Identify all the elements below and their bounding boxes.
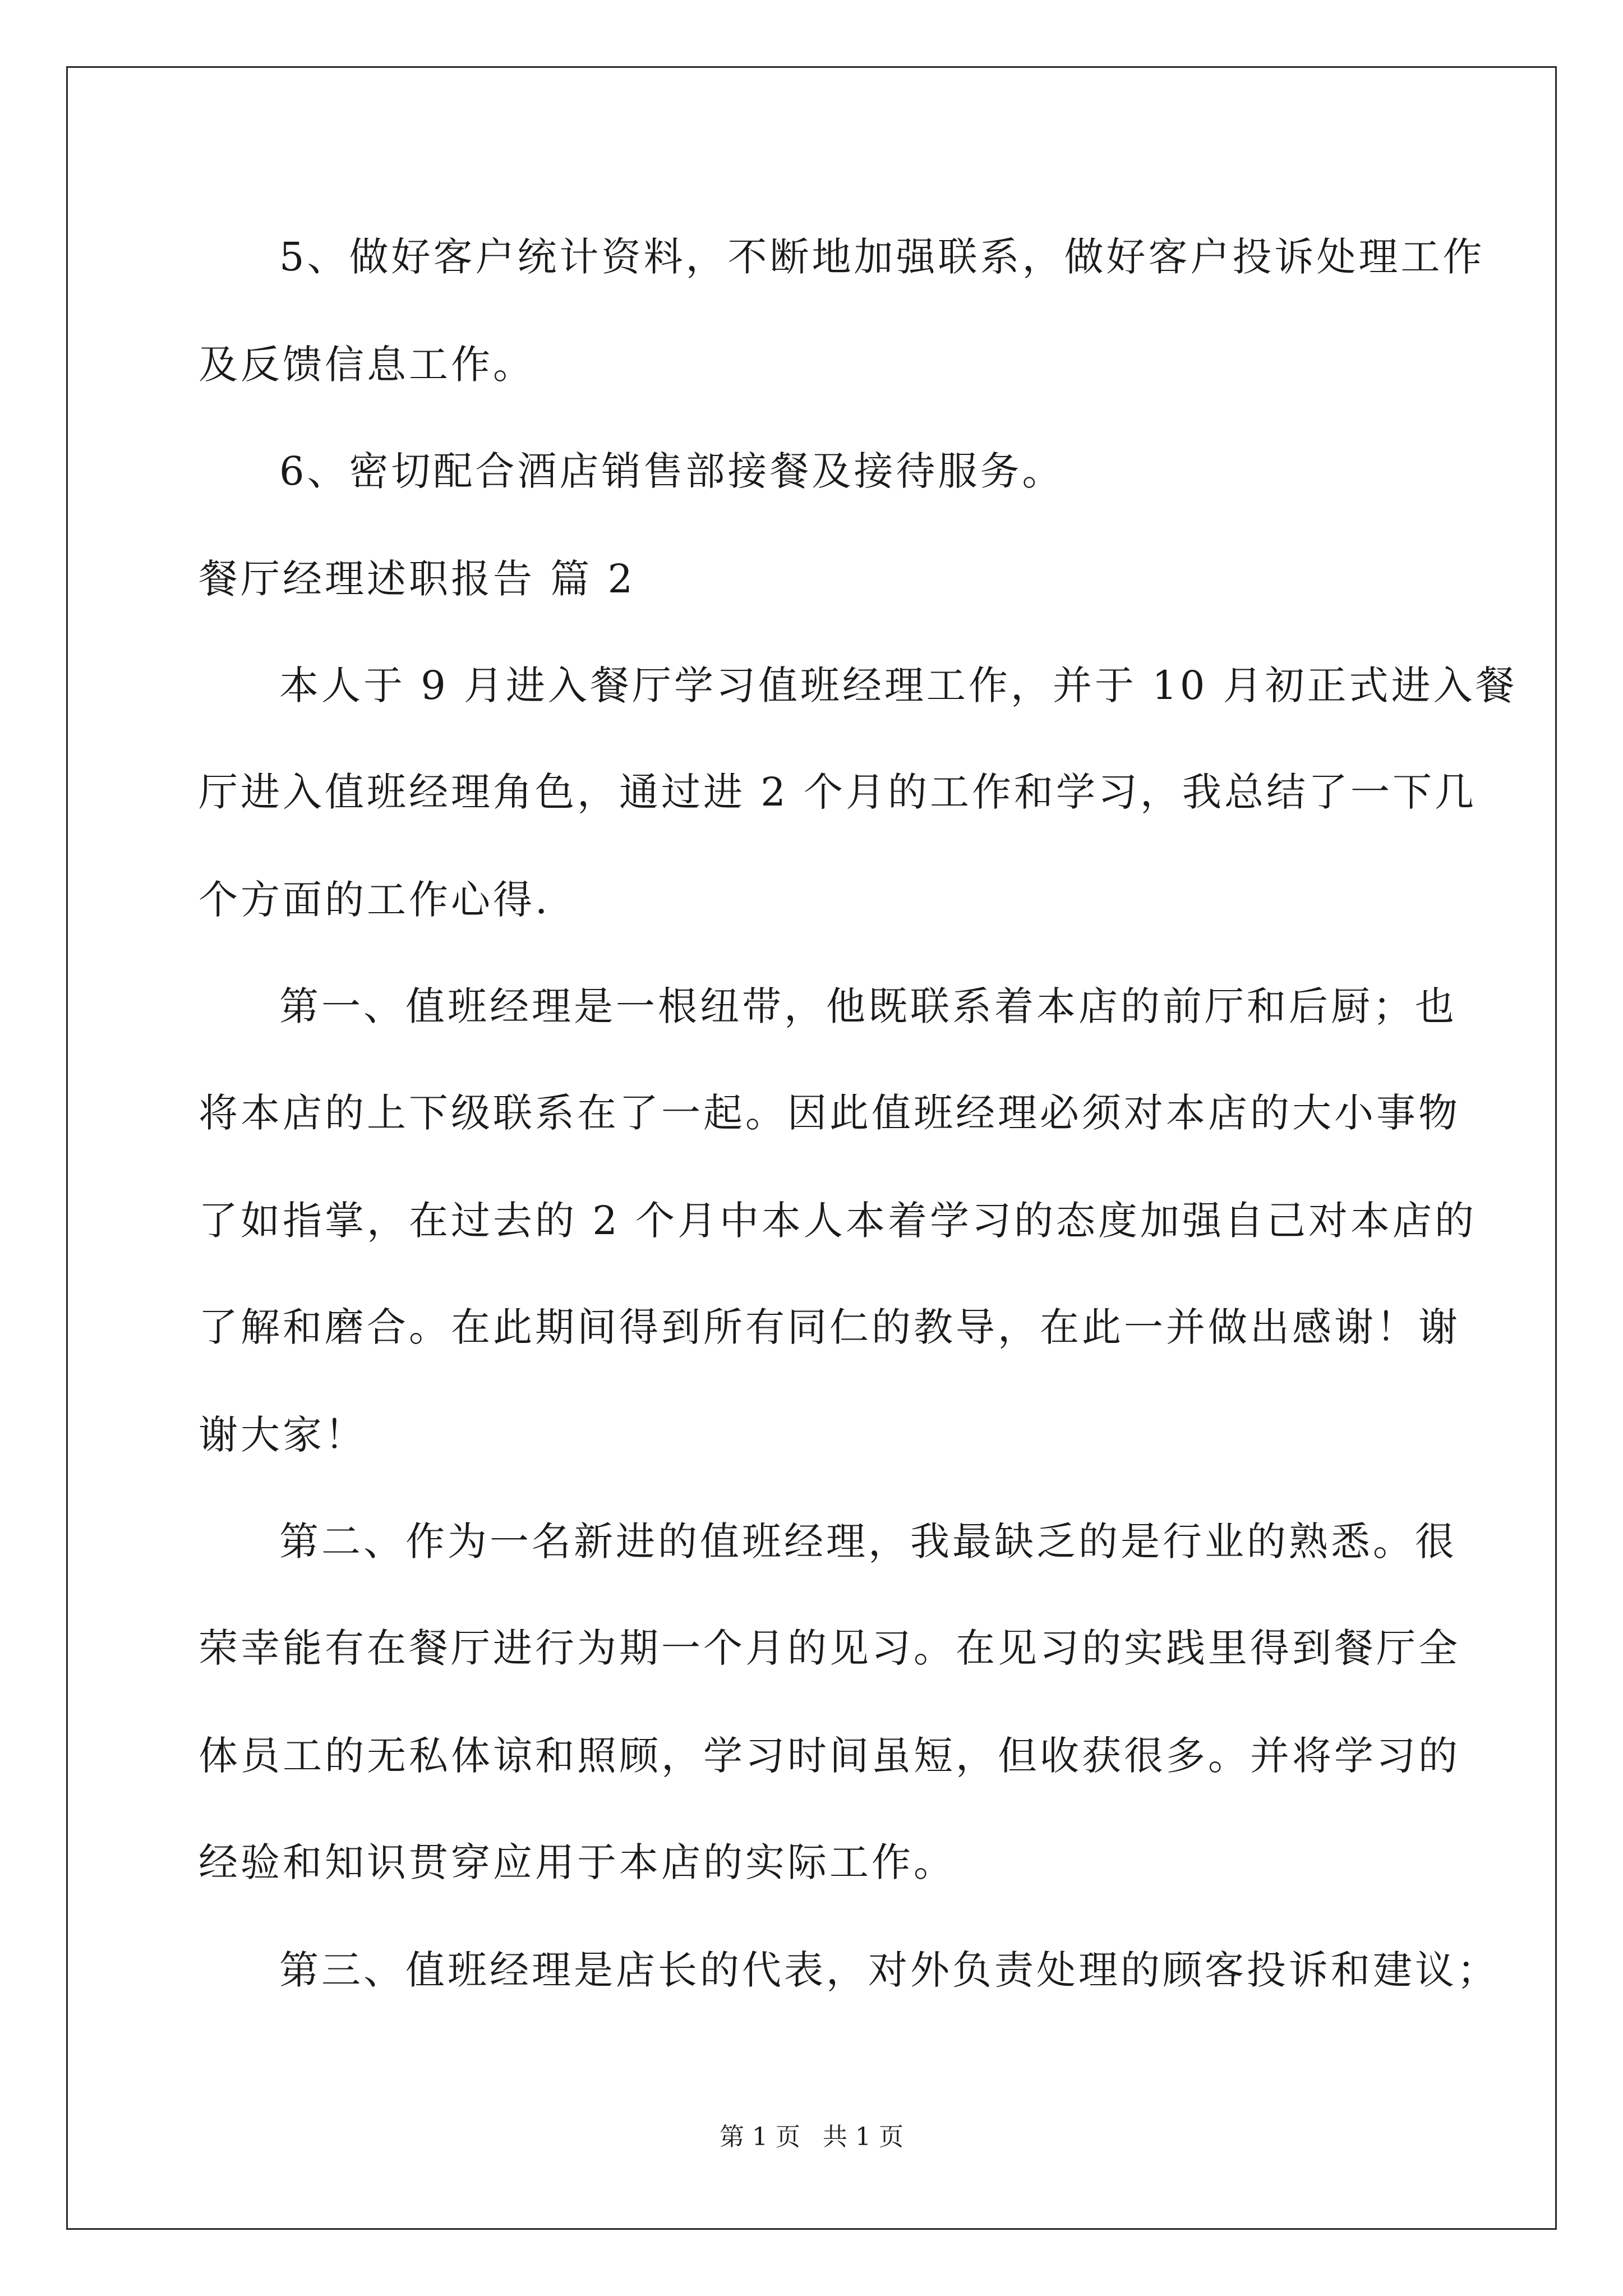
paragraph-line: 第一、值班经理是一根纽带，他既联系着本店的前厅和后厨；也 <box>279 983 1457 1029</box>
page-footer <box>0 2120 1623 2154</box>
paragraph-line: 体员工的无私体谅和照顾，学习时间虽短，但收获很多。并将学习的 <box>199 1733 1460 1779</box>
paragraph-line: 5、做好客户统计资料，不断地加强联系，做好客户投诉处理工作 <box>279 234 1485 280</box>
paragraph-line: 荣幸能有在餐厅进行为期一个月的见习。在见习的实践里得到餐厅全 <box>199 1625 1460 1671</box>
paragraph-line: 经验和知识贯穿应用于本店的实际工作。 <box>199 1839 956 1885</box>
page-number-total: 共 1 页 <box>823 2123 903 2151</box>
paragraph-line: 厅进入值班经理角色，通过进 2 个月的工作和学习，我总结了一下几 <box>199 769 1477 815</box>
paragraph-line: 个方面的工作心得. <box>199 877 551 923</box>
paragraph-line: 第三、值班经理是店长的代表，对外负责处理的顾客投诉和建议； <box>279 1947 1499 1993</box>
paragraph-line: 6、密切配合酒店销售部接餐及接待服务。 <box>279 448 1064 494</box>
paragraph-line: 谢大家！ <box>199 1412 367 1458</box>
paragraph-line: 了如指掌，在过去的 2 个月中本人本着学习的态度加强自己对本店的 <box>199 1198 1477 1244</box>
page-number-current: 第 1 页 <box>720 2123 800 2151</box>
paragraph-line: 及反馈信息工作。 <box>199 342 535 388</box>
paragraph-line: 了解和磨合。在此期间得到所有同仁的教导，在此一并做出感谢！谢 <box>199 1304 1460 1350</box>
paragraph-line: 本人于 9 月进入餐厅学习值班经理工作，并于 10 月初正式进入餐 <box>279 662 1518 708</box>
paragraph-line: 将本店的上下级联系在了一起。因此值班经理必须对本店的大小事物 <box>199 1090 1460 1136</box>
paragraph-line: 第二、作为一名新进的值班经理，我最缺乏的是行业的熟悉。很 <box>279 1519 1457 1565</box>
section-heading: 餐厅经理述职报告 篇 2 <box>199 556 636 602</box>
